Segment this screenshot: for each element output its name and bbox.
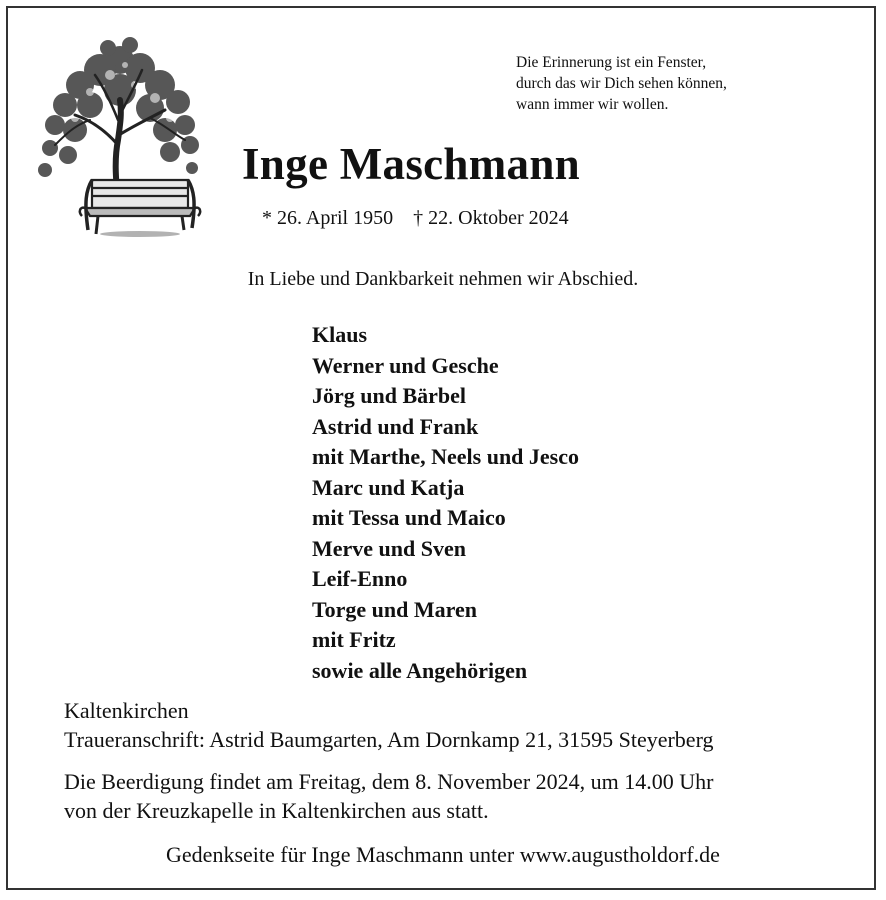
memorial-page-link: Gedenkseite für Inge Maschmann unter www.augustholdorf.de	[166, 842, 720, 867]
quote-line: durch das wir Dich sehen können,	[516, 75, 727, 92]
funeral-info	[64, 767, 713, 825]
memorial-quote	[516, 52, 856, 115]
birth-date: * 26. April 1950	[262, 207, 394, 229]
family-member: Merve und Sven	[312, 535, 466, 561]
family-member: Jörg und Bärbel	[312, 383, 467, 408]
family-member: mit Tessa und Maico	[312, 505, 506, 530]
family-member: Leif-Enno	[312, 566, 408, 591]
quote-line: wann immer wir wollen.	[516, 96, 669, 113]
deceased-name: Inge Maschmann	[242, 139, 580, 189]
family-member: mit Fritz	[312, 627, 396, 652]
death-date: † 22. Oktober 2024	[413, 207, 569, 229]
tree-and-bench-icon	[30, 30, 210, 240]
family-member: sowie alle Angehörigen	[312, 657, 528, 683]
quote-line: Die Erinnerung ist ein Fenster,	[516, 54, 707, 71]
life-dates	[262, 207, 569, 230]
place-name: Kaltenkirchen	[64, 698, 189, 723]
farewell-text: In Liebe und Dankbarkeit nehmen wir Abschied.	[247, 268, 639, 290]
funeral-line: Die Beerdigung findet am Freitag, dem 8. November 2024, um 14.00 Uhr	[64, 769, 714, 794]
mourning-address: Traueranschrift: Astrid Baumgarten, Am Dornkamp 21, 31595 Steyerberg	[64, 727, 714, 752]
funeral-line: von der Kreuzkapelle in Kaltenkirchen aus statt.	[64, 798, 489, 823]
family-list	[312, 320, 579, 686]
family-member: Werner und Gesche	[312, 352, 499, 378]
family-member: mit Marthe, Neels und Jesco	[312, 444, 580, 469]
family-member: Marc und Katja	[312, 474, 465, 500]
family-member: Torge und Maren	[312, 596, 478, 622]
family-member: Astrid und Frank	[312, 413, 479, 439]
family-member: Klaus	[312, 322, 368, 347]
